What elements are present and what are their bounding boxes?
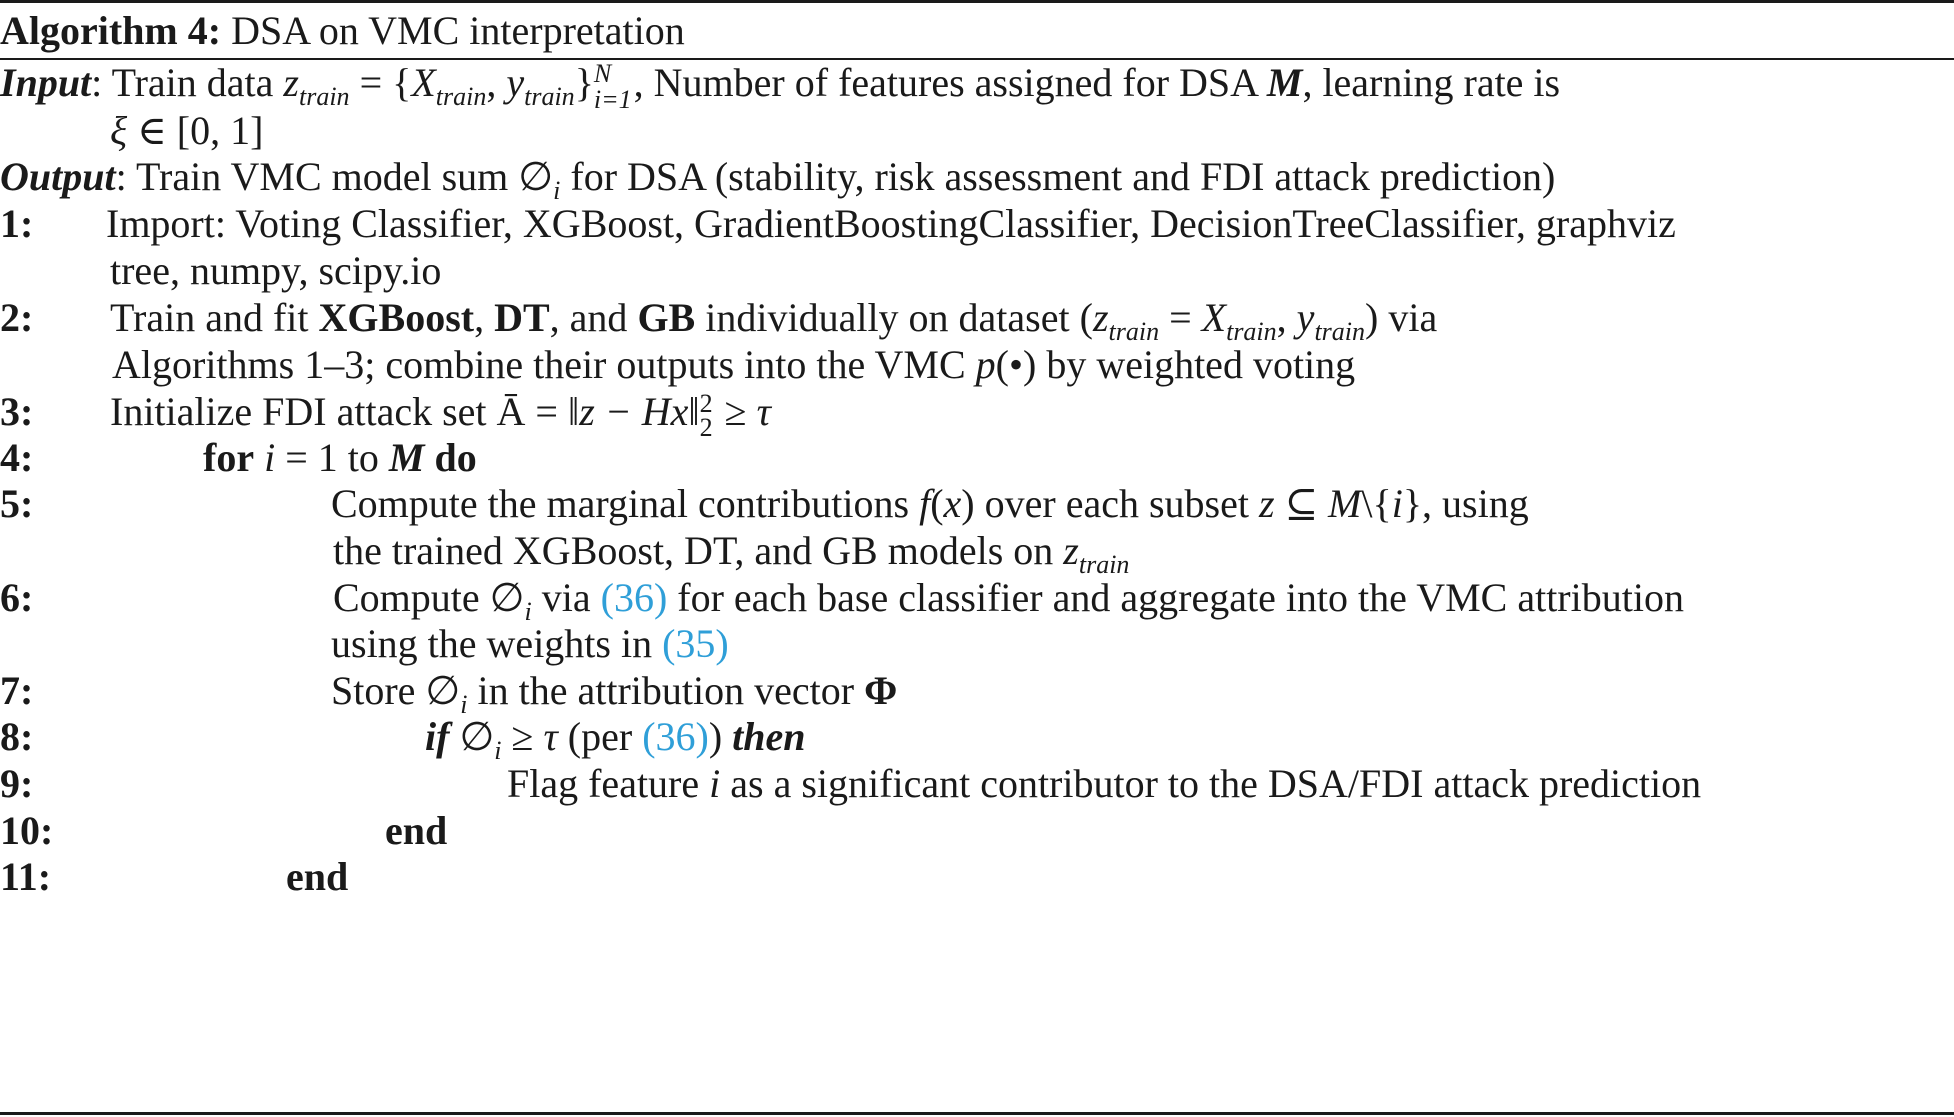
math-residual: z − Hx [579, 389, 689, 434]
step-number: 5: [0, 481, 34, 526]
step-text: Compute ∅ [333, 575, 525, 620]
math-z: z [1258, 481, 1275, 526]
keyword-end: end [385, 808, 448, 853]
math-norm-scripts [699, 388, 713, 442]
algorithm-title [0, 2, 685, 60]
math-y: y [1296, 295, 1315, 340]
step-text: ≥ [501, 714, 544, 759]
input-text: : Train data [91, 60, 284, 105]
step-text: Flag feature [507, 761, 710, 806]
math-z: z [1063, 528, 1079, 573]
step-text: (per [557, 714, 643, 759]
math-p: p [975, 342, 996, 387]
step-text: ≥ [714, 389, 757, 434]
dt-term: DT [494, 295, 550, 340]
math-close-brace: } [574, 60, 594, 105]
step-text: = 1 to [275, 435, 389, 480]
xgboost-term: XGBoost [318, 295, 475, 340]
step-text: Initialize FDI attack set Ā = ‖ [110, 389, 580, 434]
step-text: , and [549, 295, 638, 340]
step-text: Algorithms 1–3; combine their outputs into the VMC [112, 342, 976, 387]
subscript-i: i [553, 176, 561, 205]
equation-ref-link[interactable]: (36) [642, 714, 709, 759]
superscript-2: 2 [699, 388, 713, 418]
math-setminus: \{ [1361, 481, 1392, 526]
step-text: ) via [1365, 295, 1438, 340]
step-text: Compute the marginal contributions [331, 481, 920, 526]
math-norm-bar: ‖ [688, 389, 700, 434]
step-number: 6: [0, 575, 34, 620]
step-1-line-1: Import: Voting Classifier, XGBoost, GradientBoostingClassifier, DecisionTreeClassifier, graphviz [106, 201, 1676, 246]
math-subset: ⊆ [1274, 481, 1329, 526]
step-number: 9: [0, 761, 34, 806]
step-text: in the attribution vector [467, 668, 865, 713]
math-limits [593, 58, 632, 114]
subscript-train: train [1314, 317, 1366, 346]
step-number: 1: [0, 201, 34, 246]
math-eq: = [1159, 295, 1202, 340]
math-paren: ( [930, 481, 944, 526]
subscript-2: 2 [699, 412, 713, 442]
math-tau: τ [756, 389, 771, 434]
math-f: f [919, 481, 931, 526]
step-text: using the weights in [331, 621, 663, 666]
math-i: i [264, 435, 276, 480]
math-phi: Φ [864, 668, 898, 713]
subscript-train: train [435, 82, 487, 111]
step-text: , [474, 295, 495, 340]
step-text: ) over each subset [961, 481, 1259, 526]
keyword-end: end [286, 854, 349, 899]
math-z: z [283, 60, 299, 105]
math-comma: , [1276, 295, 1297, 340]
step-number: 3: [0, 389, 34, 434]
step-1-line-2: tree, numpy, scipy.io [110, 248, 442, 293]
math-tau: τ [543, 714, 558, 759]
algorithm-label: Algorithm 4: [0, 8, 222, 53]
math-xi: ξ [110, 108, 128, 153]
subscript-i1: i=1 [593, 84, 632, 114]
subscript-i: i [494, 736, 502, 765]
step-text: via [531, 575, 601, 620]
math-x: x [943, 481, 962, 526]
math-M: M [388, 435, 425, 480]
step-text: ∅ [449, 714, 495, 759]
step-text: for each base classifier and aggregate into the VMC attribution [667, 575, 1684, 620]
subscript-train: train [1226, 317, 1277, 346]
math-M: M [1328, 481, 1362, 526]
superscript-N: N [593, 58, 612, 88]
subscript-i: i [460, 690, 468, 719]
step-number: 7: [0, 668, 34, 713]
output-label: Output [0, 154, 116, 199]
keyword-do: do [434, 435, 477, 480]
step-number: 10: [0, 808, 54, 853]
math-X: X [411, 60, 436, 105]
algorithm-name: DSA on VMC interpretation [231, 8, 685, 53]
step-number: 11: [0, 854, 52, 899]
step-number: 4: [0, 435, 34, 480]
step-text: (•) by weighted voting [995, 342, 1356, 387]
keyword-then: then [732, 714, 806, 759]
math-i: i [1391, 481, 1403, 526]
math-M: M [1266, 60, 1303, 105]
step-text: the trained XGBoost, DT, and GB models on [333, 528, 1064, 573]
subscript-train: train [1078, 550, 1130, 579]
gb-term: GB [637, 295, 696, 340]
step-text: Store ∅ [331, 668, 461, 713]
keyword-for: for [203, 435, 255, 480]
step-text: }, using [1402, 481, 1529, 526]
bottom-rule [0, 1112, 1954, 1115]
step-9-line [507, 755, 1701, 813]
step-text: Train and fit [110, 295, 319, 340]
math-i: i [709, 761, 721, 806]
step-text: as a significant contributor to the DSA/FDI attack prediction [720, 761, 1702, 806]
output-text: : Train VMC model sum ∅ [115, 154, 554, 199]
subscript-i: i [524, 597, 532, 626]
step-text: individually on dataset ( [695, 295, 1093, 340]
output-text: for DSA (stability, risk assessment and FDI attack prediction) [560, 154, 1556, 199]
keyword-if: if [425, 714, 450, 759]
math-X: X [1201, 295, 1227, 340]
input-text: , learning rate is [1302, 60, 1561, 105]
step-number: 2: [0, 295, 34, 340]
input-text: , Number of features assigned for DSA [633, 60, 1267, 105]
subscript-train: train [524, 82, 575, 111]
subscript-train: train [298, 82, 350, 111]
math-range: ∈ [0, 1] [127, 108, 264, 153]
step-text: ) [708, 714, 733, 759]
equation-ref-link[interactable]: (35) [662, 621, 729, 666]
equation-ref-link[interactable]: (36) [600, 575, 668, 620]
math-comma: , [486, 60, 507, 105]
input-label: Input [0, 60, 92, 105]
math-eq: = { [349, 60, 412, 105]
step-number: 8: [0, 714, 34, 759]
math-z: z [1092, 295, 1109, 340]
subscript-train: train [1108, 317, 1160, 346]
math-y: y [506, 60, 525, 105]
